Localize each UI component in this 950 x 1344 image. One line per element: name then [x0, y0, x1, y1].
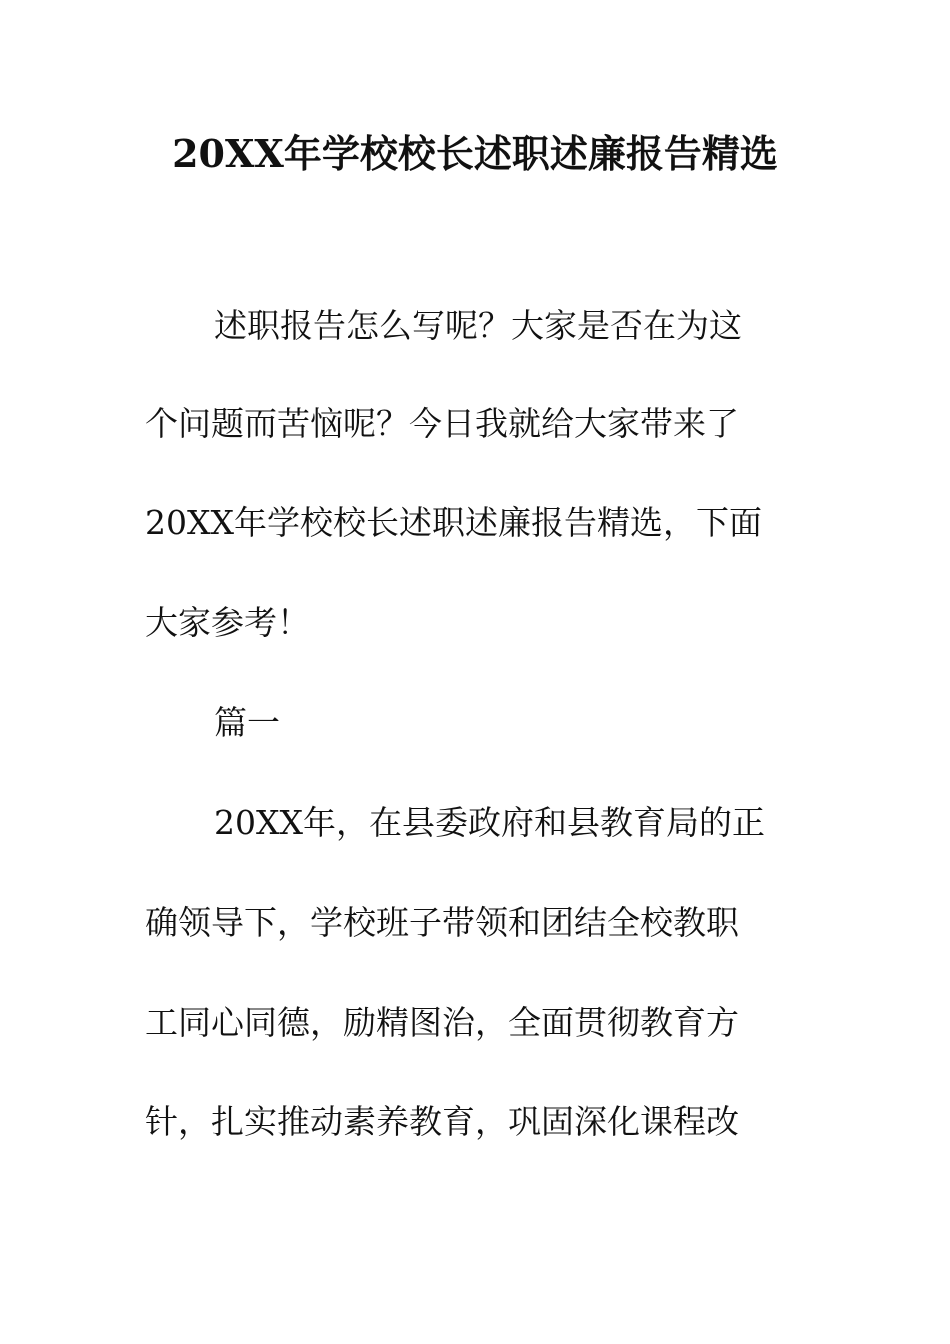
paragraph-line: 个问题而苦恼呢？今日我就给大家带来了 [145, 404, 739, 443]
paragraph-line: 20XX年学校校长述职述廉报告精选，下面 [145, 503, 762, 542]
paragraph-line: 述职报告怎么写呢？大家是否在为这 [214, 306, 742, 345]
section-heading: 篇一 [214, 703, 280, 742]
paragraph-line: 20XX年，在县委政府和县教育局的正 [214, 803, 765, 842]
paragraph-line: 确领导下，学校班子带领和团结全校教职 [145, 903, 739, 942]
paragraph-line: 工同心同德，励精图治，全面贯彻教育方 [145, 1003, 739, 1042]
paragraph-line: 针，扎实推动素养教育，巩固深化课程改 [145, 1102, 739, 1141]
paragraph-line: 大家参考！ [145, 603, 310, 642]
document-title: 20XX年学校校长述职述廉报告精选 [172, 131, 778, 176]
